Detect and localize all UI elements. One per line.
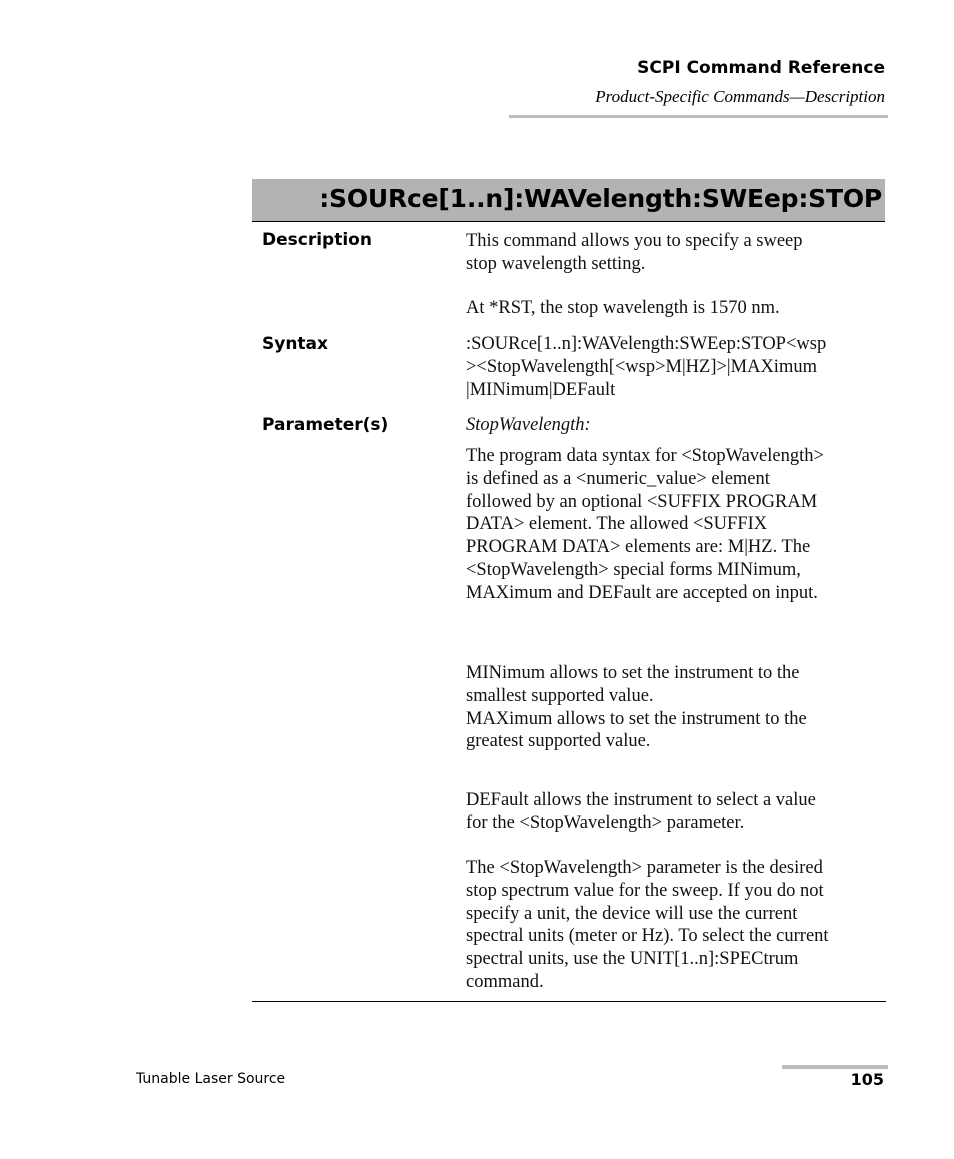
parameter-syntax-paragraph bbox=[466, 445, 886, 605]
units-paragraph bbox=[466, 857, 886, 994]
default-paragraph bbox=[466, 789, 886, 835]
footer-doc-title: Tunable Laser Source bbox=[136, 1071, 286, 1087]
text-line: The program data syntax for <StopWavelength> bbox=[466, 446, 824, 466]
table-bottom-rule bbox=[252, 1001, 886, 1002]
command-title-bar bbox=[252, 179, 885, 222]
text-line: specify a unit, the device will use the current bbox=[466, 903, 798, 924]
description-paragraph bbox=[466, 230, 886, 276]
text-line: |MINimum|DEFault bbox=[466, 379, 616, 400]
footer-rule bbox=[782, 1065, 888, 1069]
text-line: spectral units (meter or Hz). To select the current bbox=[466, 926, 829, 947]
text-line: spectral units, use the UNIT[1..n]:SPECtrum bbox=[466, 949, 799, 970]
text-line: This command allows you to specify a sweep bbox=[466, 231, 803, 251]
min-max-paragraph bbox=[466, 662, 886, 753]
text-line: is defined as a <numeric_value> element bbox=[466, 468, 770, 489]
text-line: followed by an optional <SUFFIX PROGRAM bbox=[466, 491, 818, 512]
parameters-label: Parameter(s) bbox=[262, 415, 389, 435]
text-line: At *RST, the stop wavelength is 1570 nm. bbox=[466, 298, 780, 318]
rst-paragraph bbox=[466, 297, 886, 320]
running-header-subtitle: Product-Specific Commands—Description bbox=[595, 87, 885, 106]
text-line: smallest supported value. bbox=[466, 685, 654, 706]
header-rule bbox=[509, 115, 888, 118]
text-line: :SOURce[1..n]:WAVelength:SWEep:STOP<wsp bbox=[466, 334, 827, 354]
page-number: 105 bbox=[850, 1070, 884, 1089]
text-line: PROGRAM DATA> elements are: M|HZ. The bbox=[466, 537, 811, 558]
text-line: MAXimum allows to set the instrument to the bbox=[466, 708, 807, 729]
command-title: :SOURce[1..n]:WAVelength:SWEep:STOP bbox=[319, 184, 882, 213]
text-line: DEFault allows the instrument to select a value bbox=[466, 790, 816, 810]
text-line: DATA> element. The allowed <SUFFIX bbox=[466, 514, 768, 535]
text-line: stop spectrum value for the sweep. If you do not bbox=[466, 880, 824, 901]
syntax-label: Syntax bbox=[262, 334, 328, 354]
text-line: ><StopWavelength[<wsp>M|HZ]>|MAXimum bbox=[466, 356, 817, 377]
text-line: command. bbox=[466, 971, 544, 992]
text-line: for the <StopWavelength> parameter. bbox=[466, 812, 745, 833]
running-header-title: SCPI Command Reference bbox=[637, 58, 885, 78]
text-line: stop wavelength setting. bbox=[466, 253, 646, 274]
description-label: Description bbox=[262, 230, 372, 250]
text-line: MAXimum and DEFault are accepted on input. bbox=[466, 582, 818, 603]
text-line: MINimum allows to set the instrument to the bbox=[466, 663, 800, 683]
syntax-paragraph bbox=[466, 333, 886, 401]
text-line: <StopWavelength> special forms MINimum, bbox=[466, 559, 801, 580]
text-line: greatest supported value. bbox=[466, 731, 651, 752]
text-line: The <StopWavelength> parameter is the desired bbox=[466, 858, 823, 878]
parameter-name: StopWavelength: bbox=[466, 415, 591, 435]
